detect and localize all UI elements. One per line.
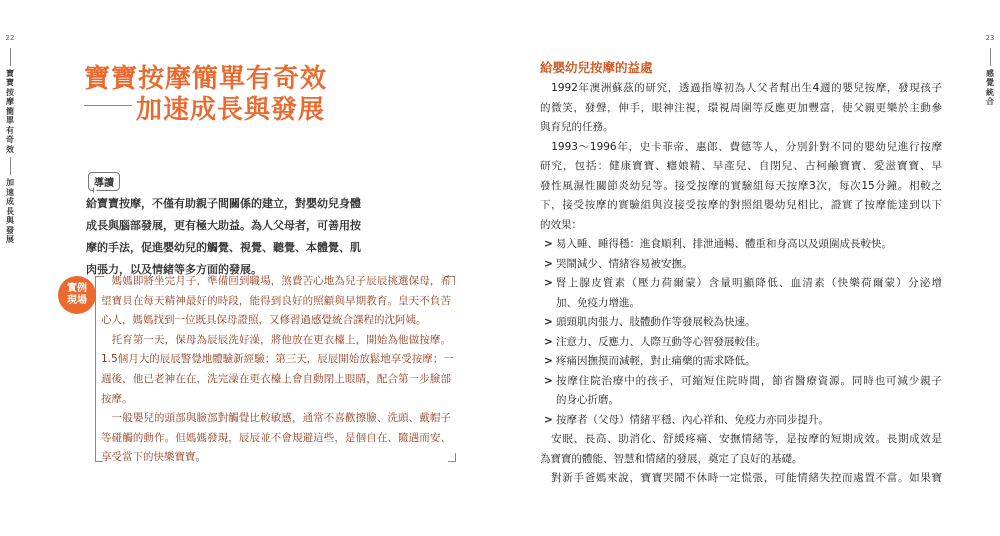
- chevron-right-icon: >: [544, 355, 553, 367]
- benefit-item: [540, 411, 942, 431]
- divider: [990, 48, 991, 66]
- running-head-part-2: 加速成長與發展: [6, 178, 14, 244]
- chevron-right-icon: >: [544, 374, 553, 387]
- case-line: 托育第一天，保母為辰辰洗好澡，將他放在更衣檯上，開始為他做按摩。: [101, 333, 451, 346]
- body-line: 的微笑，發聲，伸手，眼神注視，環視周圍等反應更加豐富，使父親更樂於主動參: [540, 101, 942, 114]
- guide-label: 導讀: [88, 172, 120, 191]
- benefit-item: [540, 372, 942, 392]
- title-dash: [84, 105, 132, 106]
- body-line: 為寶寶的體能、智慧和情緒的發展，奠定了良好的基礎。: [540, 452, 803, 465]
- body-line: 安眠、長高、助消化、舒緩疼痛、安撫情緒等，是按摩的短期成效。長期成效是: [540, 433, 942, 445]
- case-line: 週後，他已老神在在，洗完澡在更衣檯上會自動閉上眼睛，配合第一步臉部: [101, 372, 451, 385]
- benefit-item: [540, 235, 942, 255]
- chevron-right-icon: >: [544, 238, 553, 250]
- left-running-head: [3, 34, 17, 245]
- case-line: 一般嬰兒的頭部與臉部對觸覺比較敏感，通常不喜歡擦臉、洗頭、戴帽子: [101, 412, 451, 425]
- benefit-item: [540, 352, 942, 372]
- benefit-text: 按摩住院治療中的孩子，可縮短住院時間，節省醫療資源。同時也可減少親子: [556, 374, 942, 387]
- body-line: 發性風濕性關節炎幼兒等。接受按摩的實驗組每天按摩3次，每次15分鐘。相較之: [540, 179, 942, 192]
- benefit-text: 腎上腺皮質素（壓力荷爾蒙）含量明顯降低、血清素（快樂荷爾蒙）分泌增: [556, 277, 942, 289]
- benefit-item: [540, 274, 942, 294]
- body-line: 的效果：: [540, 218, 582, 231]
- chapter-title-line-2: 加速成長與發展: [136, 95, 326, 125]
- case-badge: [58, 276, 96, 314]
- body-line: 對新手爸媽來說，寶寶哭鬧不休時一定慌張，可能情緒失控而處置不當。如果寶: [540, 472, 942, 484]
- benefit-text: 按摩者（父母）情緒平穩、內心祥和、免疫力亦同步提升。: [556, 413, 829, 426]
- benefit-text: 疼痛因撫摸而減輕，對止痛藥的需求降低。: [556, 355, 756, 367]
- body-line: 研究，包括：健康寶寶、癮娘精、早產兒、自閉兒、古柯鹼寶寶、愛滋寶寶、早: [540, 160, 942, 172]
- case-line: 按摩。: [101, 392, 133, 405]
- benefit-text: 注意力、反應力、人際互動等心智發展較佳。: [556, 335, 766, 348]
- benefit-item: [540, 313, 942, 333]
- benefit-continuation: 的身心折磨。: [556, 394, 619, 406]
- benefit-text: 易入睡、睡得穩：進食順利、排泄通暢、體重和身高以及頭圍成長較快。: [556, 238, 892, 250]
- body-line: 與育兒的任務。: [540, 121, 614, 133]
- divider: [10, 48, 11, 66]
- case-line: 望寶貝在每天精神最好的時段，能得到良好的照顧與早期教育。皇天不負苦: [101, 294, 451, 307]
- body-line: 下，接受按摩的實驗組與沒接受按摩的對照組嬰幼兒相比，證實了按摩能達到以下: [540, 199, 942, 211]
- intro-line: 肉張力，以及情緒等多方面的發展。: [86, 263, 262, 276]
- benefit-item: [540, 255, 942, 275]
- section-heading: 給嬰幼兒按摩的益處: [540, 60, 653, 75]
- page-number-left: 22: [5, 34, 15, 42]
- benefit-text: 哭鬧減少、情緒容易被安撫。: [556, 257, 693, 270]
- right-running-head: [983, 34, 997, 107]
- divider: [10, 157, 11, 175]
- body-line: 1993～1996年，史卡菲帝、惠郎、費德等人，分別針對不同的嬰幼兒進行按摩: [540, 140, 942, 153]
- case-line: 等碰觸的動作。但媽媽發現，辰辰並不會規避這些，是個自在、隨遇而安、: [101, 431, 451, 444]
- intro-text: [86, 193, 361, 281]
- page-number-right: 23: [985, 34, 995, 42]
- case-line: 媽媽即將坐完月子，準備回到職場，煞費苦心地為兒子辰辰挑選保母，希: [101, 275, 451, 287]
- case-story: [101, 272, 454, 468]
- case-badge-line: 現場: [67, 295, 87, 306]
- chevron-right-icon: >: [544, 257, 553, 270]
- chevron-right-icon: >: [544, 413, 553, 426]
- case-line: 享受當下的快樂寶寶。: [101, 451, 206, 464]
- case-line: 心人，媽媽找到一位既具保母證照，又修習過感覺統合課程的沈阿姨。: [101, 314, 427, 327]
- intro-line: 給寶寶按摩，不僅有助親子間關係的建立，對嬰幼兒身體: [86, 197, 361, 210]
- chevron-right-icon: >: [544, 316, 553, 328]
- chevron-right-icon: >: [544, 335, 553, 348]
- intro-line: 成長與腦部發展，更有極大助益。為人父母者，可善用按: [86, 219, 361, 232]
- running-head-part-1: 寶寶按摩簡單有奇效: [6, 68, 14, 154]
- case-badge-line: 實例: [67, 283, 87, 294]
- section-body: [540, 79, 942, 489]
- body-line: 1992年澳洲蘇茲的研究，透過指導初為人父者幫出生4週的嬰兒按摩，發現孩子: [540, 82, 942, 94]
- benefit-text: 頭頸肌肉張力、肢體動作等發展較為快速。: [556, 316, 756, 328]
- case-line: 1.5個月大的辰辰警覺地體驗新經驗；第三天，辰辰開始放鬆地享受按摩；一: [101, 353, 454, 366]
- running-head-text: 感覺統合: [986, 68, 994, 106]
- benefit-continuation: 加、免疫力增進。: [556, 296, 640, 309]
- chapter-title-line-1: 寶寶按摩簡單有奇效: [84, 64, 328, 94]
- benefit-item: [540, 333, 942, 353]
- intro-line: 摩的手法，促進嬰幼兒的觸覺、視覺、聽覺、本體覺、肌: [86, 241, 361, 254]
- chevron-right-icon: >: [544, 277, 553, 289]
